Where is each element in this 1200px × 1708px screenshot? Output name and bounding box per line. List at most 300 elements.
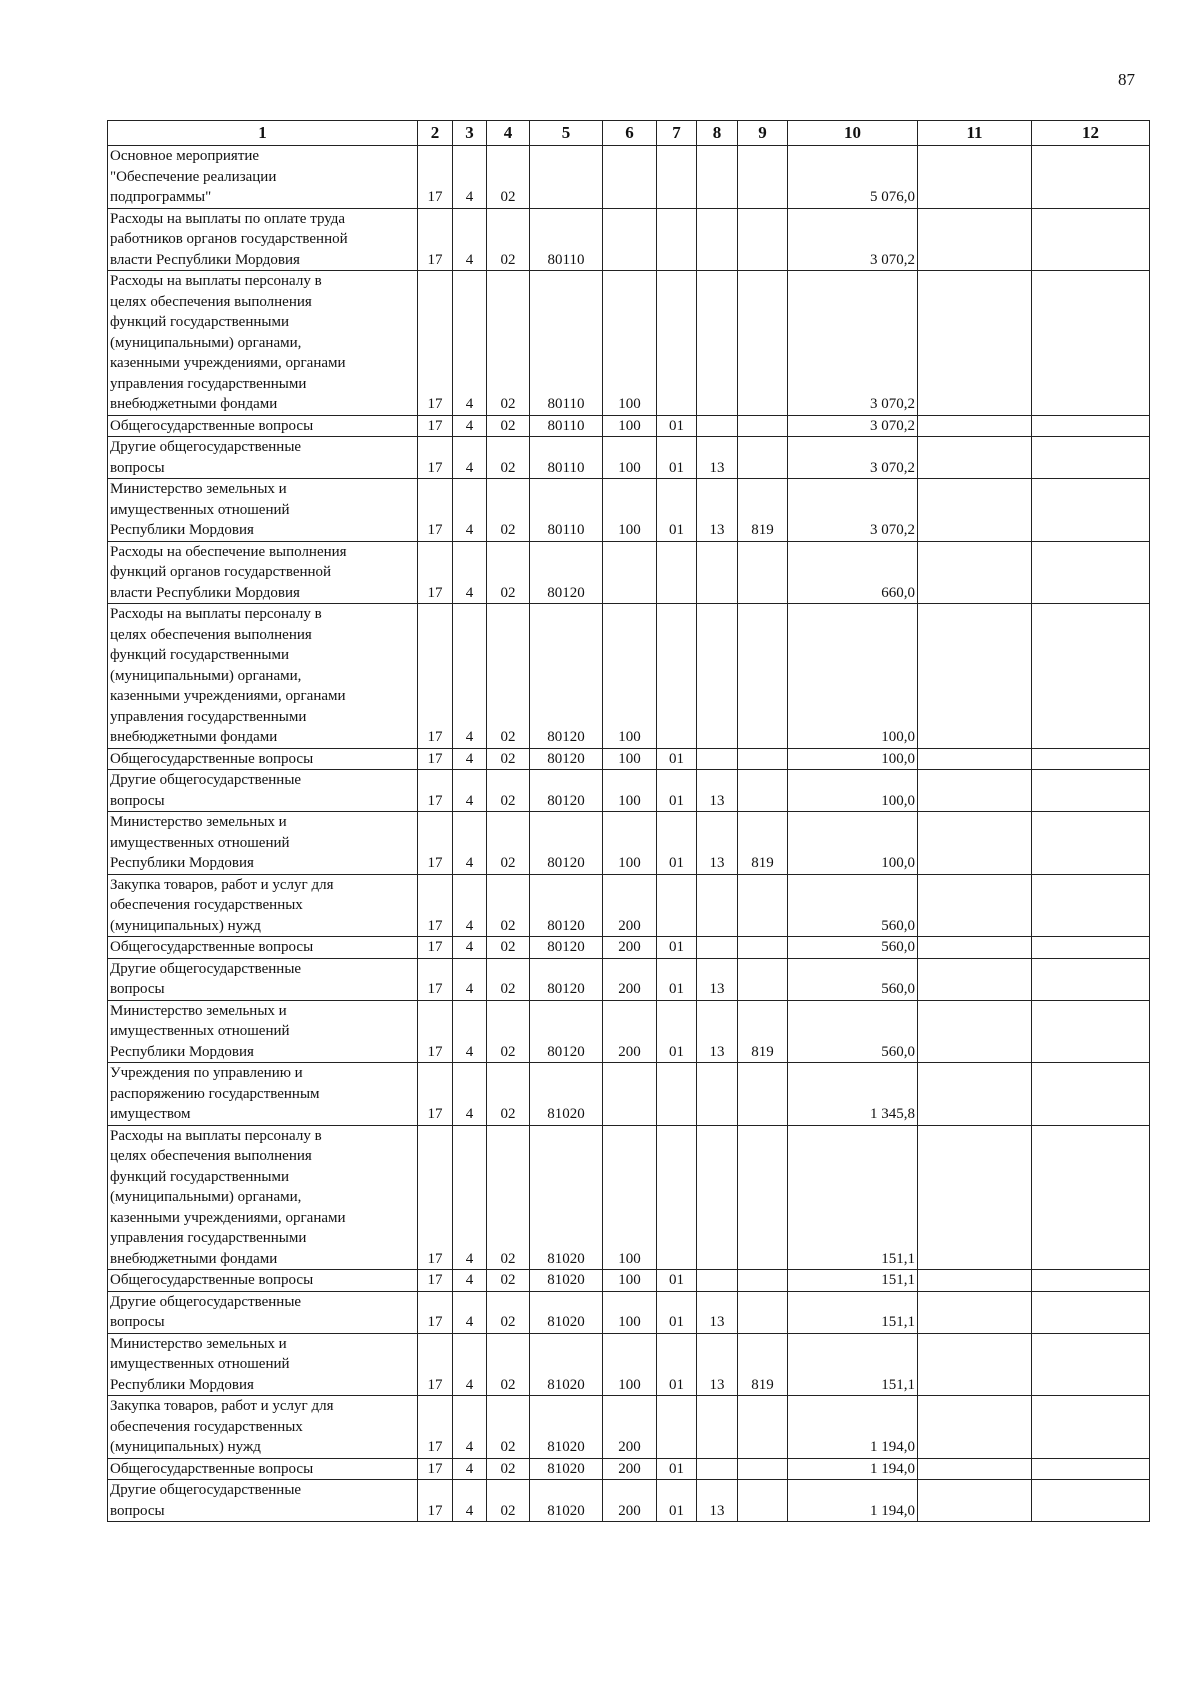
code-cell [657, 1063, 697, 1126]
empty-cell [918, 437, 1032, 479]
code-cell: 17 [418, 1458, 453, 1480]
empty-cell [1032, 271, 1150, 416]
table-row [108, 770, 1150, 812]
code-cell [697, 415, 738, 437]
row-name-cell: Расходы на выплаты персоналу в целях обеспечения выполнения функций государственными (муниципальными) органами, казенными учреждениями, органами управления государственными внебюджетными фондами [108, 271, 418, 416]
column-header: 2 [418, 121, 453, 146]
table-row [108, 1270, 1150, 1292]
code-cell: 02 [487, 1291, 530, 1333]
empty-cell [918, 1458, 1032, 1480]
column-header: 7 [657, 121, 697, 146]
table-row [108, 1063, 1150, 1126]
code-cell [603, 1063, 657, 1126]
code-cell: 13 [697, 812, 738, 875]
code-cell: 80110 [530, 271, 603, 416]
empty-cell [1032, 1291, 1150, 1333]
code-cell [657, 604, 697, 749]
code-cell: 80120 [530, 748, 603, 770]
table-row [108, 1480, 1150, 1522]
code-cell: 81020 [530, 1480, 603, 1522]
empty-cell [918, 479, 1032, 542]
code-cell: 4 [453, 208, 487, 271]
code-cell: 17 [418, 1333, 453, 1396]
amount-cell: 151,1 [788, 1125, 918, 1270]
row-name-cell: Другие общегосударственные вопросы [108, 770, 418, 812]
amount-cell: 100,0 [788, 604, 918, 749]
empty-cell [1032, 812, 1150, 875]
row-name-cell: Учреждения по управлению и распоряжению государственным имуществом [108, 1063, 418, 1126]
amount-cell: 151,1 [788, 1270, 918, 1292]
empty-cell [918, 604, 1032, 749]
code-cell [738, 1291, 788, 1333]
code-cell: 13 [697, 479, 738, 542]
code-cell: 02 [487, 1480, 530, 1522]
code-cell [738, 437, 788, 479]
code-cell: 17 [418, 958, 453, 1000]
code-cell: 81020 [530, 1063, 603, 1126]
empty-cell [918, 1125, 1032, 1270]
code-cell [697, 208, 738, 271]
empty-cell [1032, 1458, 1150, 1480]
code-cell [657, 208, 697, 271]
code-cell: 02 [487, 770, 530, 812]
code-cell: 17 [418, 1063, 453, 1126]
code-cell: 13 [697, 958, 738, 1000]
code-cell: 100 [603, 748, 657, 770]
code-cell: 819 [738, 1333, 788, 1396]
code-cell [697, 748, 738, 770]
code-cell: 17 [418, 874, 453, 937]
column-header: 10 [788, 121, 918, 146]
code-cell: 80110 [530, 415, 603, 437]
code-cell [697, 541, 738, 604]
table-row [108, 415, 1150, 437]
table-row [108, 1000, 1150, 1063]
empty-cell [918, 1291, 1032, 1333]
empty-cell [1032, 1480, 1150, 1522]
code-cell: 80120 [530, 604, 603, 749]
code-cell [697, 937, 738, 959]
code-cell [697, 1125, 738, 1270]
code-cell: 100 [603, 770, 657, 812]
column-header: 8 [697, 121, 738, 146]
amount-cell: 3 070,2 [788, 437, 918, 479]
code-cell: 02 [487, 1063, 530, 1126]
code-cell: 17 [418, 1270, 453, 1292]
amount-cell: 3 070,2 [788, 208, 918, 271]
code-cell: 02 [487, 271, 530, 416]
code-cell: 200 [603, 1458, 657, 1480]
code-cell [697, 1063, 738, 1126]
code-cell [657, 1396, 697, 1459]
code-cell: 80110 [530, 208, 603, 271]
code-cell: 4 [453, 1480, 487, 1522]
header-row [108, 121, 1150, 146]
code-cell [738, 1270, 788, 1292]
code-cell [738, 271, 788, 416]
row-name-cell: Общегосударственные вопросы [108, 415, 418, 437]
table-row [108, 479, 1150, 542]
code-cell: 01 [657, 479, 697, 542]
code-cell: 17 [418, 1291, 453, 1333]
code-cell [738, 208, 788, 271]
empty-cell [1032, 1125, 1150, 1270]
budget-table [107, 120, 1150, 1522]
code-cell: 81020 [530, 1270, 603, 1292]
table-row [108, 437, 1150, 479]
code-cell: 02 [487, 479, 530, 542]
amount-cell: 560,0 [788, 1000, 918, 1063]
empty-cell [918, 770, 1032, 812]
code-cell: 100 [603, 812, 657, 875]
row-name-cell: Другие общегосударственные вопросы [108, 1291, 418, 1333]
code-cell: 100 [603, 1270, 657, 1292]
empty-cell [918, 271, 1032, 416]
code-cell: 4 [453, 1000, 487, 1063]
empty-cell [1032, 1333, 1150, 1396]
table-row [108, 604, 1150, 749]
code-cell: 02 [487, 748, 530, 770]
code-cell: 17 [418, 415, 453, 437]
code-cell: 02 [487, 812, 530, 875]
empty-cell [918, 937, 1032, 959]
amount-cell: 560,0 [788, 958, 918, 1000]
row-name-cell: Основное мероприятие "Обеспечение реализации подпрограммы" [108, 146, 418, 209]
code-cell: 13 [697, 1000, 738, 1063]
code-cell: 17 [418, 812, 453, 875]
empty-cell [1032, 770, 1150, 812]
code-cell: 80120 [530, 958, 603, 1000]
code-cell [603, 208, 657, 271]
table-row [108, 1458, 1150, 1480]
column-header: 4 [487, 121, 530, 146]
code-cell: 02 [487, 1333, 530, 1396]
code-cell [657, 146, 697, 209]
amount-cell: 3 070,2 [788, 271, 918, 416]
empty-cell [918, 541, 1032, 604]
code-cell [738, 415, 788, 437]
code-cell [697, 1270, 738, 1292]
empty-cell [1032, 1000, 1150, 1063]
table-row [108, 271, 1150, 416]
code-cell: 200 [603, 1480, 657, 1522]
column-header: 11 [918, 121, 1032, 146]
code-cell: 4 [453, 541, 487, 604]
code-cell: 01 [657, 748, 697, 770]
code-cell [697, 146, 738, 209]
code-cell [697, 271, 738, 416]
table-row [108, 1333, 1150, 1396]
code-cell [738, 937, 788, 959]
empty-cell [918, 208, 1032, 271]
amount-cell: 1 194,0 [788, 1480, 918, 1522]
code-cell: 200 [603, 1000, 657, 1063]
code-cell: 4 [453, 1270, 487, 1292]
empty-cell [1032, 437, 1150, 479]
code-cell: 02 [487, 1125, 530, 1270]
code-cell: 4 [453, 770, 487, 812]
code-cell: 4 [453, 1291, 487, 1333]
code-cell [697, 1396, 738, 1459]
code-cell: 100 [603, 479, 657, 542]
code-cell: 01 [657, 1000, 697, 1063]
code-cell: 200 [603, 958, 657, 1000]
amount-cell: 5 076,0 [788, 146, 918, 209]
code-cell [738, 770, 788, 812]
table-row [108, 748, 1150, 770]
row-name-cell: Министерство земельных и имущественных отношений Республики Мордовия [108, 812, 418, 875]
code-cell: 02 [487, 1000, 530, 1063]
code-cell: 4 [453, 271, 487, 416]
code-cell: 02 [487, 208, 530, 271]
code-cell: 80120 [530, 812, 603, 875]
table-row [108, 541, 1150, 604]
amount-cell: 3 070,2 [788, 415, 918, 437]
column-header: 1 [108, 121, 418, 146]
code-cell: 02 [487, 604, 530, 749]
code-cell: 01 [657, 770, 697, 812]
code-cell: 100 [603, 1291, 657, 1333]
code-cell: 81020 [530, 1458, 603, 1480]
empty-cell [1032, 958, 1150, 1000]
empty-cell [1032, 541, 1150, 604]
code-cell: 4 [453, 812, 487, 875]
code-cell [657, 271, 697, 416]
code-cell: 4 [453, 479, 487, 542]
empty-cell [1032, 1396, 1150, 1459]
empty-cell [1032, 874, 1150, 937]
empty-cell [918, 1063, 1032, 1126]
code-cell: 01 [657, 415, 697, 437]
empty-cell [918, 415, 1032, 437]
table-row [108, 1125, 1150, 1270]
code-cell [657, 874, 697, 937]
code-cell [738, 1458, 788, 1480]
page-number: 87 [1118, 70, 1135, 89]
empty-cell [918, 1396, 1032, 1459]
empty-cell [1032, 415, 1150, 437]
code-cell: 81020 [530, 1125, 603, 1270]
column-header: 12 [1032, 121, 1150, 146]
code-cell [738, 604, 788, 749]
code-cell: 100 [603, 1125, 657, 1270]
row-name-cell: Общегосударственные вопросы [108, 1270, 418, 1292]
amount-cell: 1 345,8 [788, 1063, 918, 1126]
amount-cell: 151,1 [788, 1291, 918, 1333]
row-name-cell: Расходы на выплаты персоналу в целях обеспечения выполнения функций государственными (муниципальными) органами, казенными учреждениями, органами управления государственными внебюджетными фондами [108, 1125, 418, 1270]
code-cell: 02 [487, 958, 530, 1000]
row-name-cell: Другие общегосударственные вопросы [108, 437, 418, 479]
code-cell: 13 [697, 1291, 738, 1333]
code-cell [738, 1125, 788, 1270]
code-cell [738, 541, 788, 604]
amount-cell: 100,0 [788, 812, 918, 875]
code-cell: 02 [487, 437, 530, 479]
table-row [108, 1291, 1150, 1333]
amount-cell: 1 194,0 [788, 1458, 918, 1480]
code-cell: 17 [418, 1396, 453, 1459]
code-cell: 4 [453, 146, 487, 209]
code-cell [738, 958, 788, 1000]
code-cell: 80110 [530, 479, 603, 542]
table-body [108, 146, 1150, 1522]
code-cell: 4 [453, 437, 487, 479]
table-row [108, 812, 1150, 875]
code-cell [697, 1458, 738, 1480]
code-cell: 80120 [530, 541, 603, 604]
code-cell: 4 [453, 937, 487, 959]
code-cell [738, 1396, 788, 1459]
code-cell: 01 [657, 958, 697, 1000]
empty-cell [1032, 937, 1150, 959]
code-cell [738, 1480, 788, 1522]
code-cell: 13 [697, 770, 738, 812]
code-cell [738, 874, 788, 937]
code-cell [657, 541, 697, 604]
column-header: 5 [530, 121, 603, 146]
code-cell: 17 [418, 604, 453, 749]
row-name-cell: Другие общегосударственные вопросы [108, 958, 418, 1000]
code-cell: 100 [603, 1333, 657, 1396]
code-cell: 81020 [530, 1291, 603, 1333]
code-cell: 01 [657, 812, 697, 875]
code-cell: 81020 [530, 1333, 603, 1396]
code-cell: 02 [487, 937, 530, 959]
column-header: 3 [453, 121, 487, 146]
code-cell: 17 [418, 1000, 453, 1063]
code-cell: 4 [453, 748, 487, 770]
empty-cell [1032, 1270, 1150, 1292]
table-row [108, 958, 1150, 1000]
code-cell: 02 [487, 146, 530, 209]
empty-cell [918, 958, 1032, 1000]
code-cell: 17 [418, 541, 453, 604]
empty-cell [1032, 479, 1150, 542]
code-cell [657, 1125, 697, 1270]
code-cell: 4 [453, 1458, 487, 1480]
code-cell: 01 [657, 1458, 697, 1480]
code-cell: 200 [603, 1396, 657, 1459]
empty-cell [918, 1480, 1032, 1522]
code-cell: 200 [603, 874, 657, 937]
code-cell: 4 [453, 1333, 487, 1396]
code-cell: 17 [418, 437, 453, 479]
code-cell: 17 [418, 479, 453, 542]
empty-cell [1032, 1063, 1150, 1126]
code-cell: 13 [697, 1333, 738, 1396]
code-cell: 4 [453, 604, 487, 749]
code-cell: 02 [487, 1270, 530, 1292]
code-cell [603, 146, 657, 209]
code-cell: 17 [418, 1480, 453, 1522]
code-cell: 81020 [530, 1396, 603, 1459]
table-row [108, 208, 1150, 271]
code-cell [530, 146, 603, 209]
empty-cell [1032, 146, 1150, 209]
code-cell: 200 [603, 937, 657, 959]
code-cell [697, 604, 738, 749]
row-name-cell: Закупка товаров, работ и услуг для обеспечения государственных (муниципальных) нужд [108, 1396, 418, 1459]
amount-cell: 560,0 [788, 937, 918, 959]
code-cell [738, 146, 788, 209]
row-name-cell: Общегосударственные вопросы [108, 748, 418, 770]
code-cell: 02 [487, 874, 530, 937]
code-cell: 17 [418, 770, 453, 812]
amount-cell: 100,0 [788, 748, 918, 770]
code-cell: 4 [453, 415, 487, 437]
row-name-cell: Министерство земельных и имущественных отношений Республики Мордовия [108, 479, 418, 542]
code-cell: 819 [738, 1000, 788, 1063]
code-cell: 01 [657, 1333, 697, 1396]
code-cell [738, 748, 788, 770]
code-cell: 01 [657, 1480, 697, 1522]
row-name-cell: Общегосударственные вопросы [108, 1458, 418, 1480]
code-cell: 80110 [530, 437, 603, 479]
empty-cell [918, 1333, 1032, 1396]
empty-cell [918, 874, 1032, 937]
row-name-cell: Министерство земельных и имущественных отношений Республики Мордовия [108, 1333, 418, 1396]
table-row [108, 874, 1150, 937]
code-cell: 4 [453, 874, 487, 937]
code-cell: 17 [418, 146, 453, 209]
code-cell: 4 [453, 958, 487, 1000]
code-cell: 01 [657, 937, 697, 959]
code-cell: 4 [453, 1063, 487, 1126]
column-header: 9 [738, 121, 788, 146]
empty-cell [1032, 748, 1150, 770]
row-name-cell: Закупка товаров, работ и услуг для обеспечения государственных (муниципальных) нужд [108, 874, 418, 937]
code-cell: 17 [418, 271, 453, 416]
code-cell: 80120 [530, 770, 603, 812]
amount-cell: 560,0 [788, 874, 918, 937]
code-cell: 4 [453, 1396, 487, 1459]
code-cell: 4 [453, 1125, 487, 1270]
amount-cell: 100,0 [788, 770, 918, 812]
empty-cell [918, 812, 1032, 875]
table-row [108, 937, 1150, 959]
code-cell: 100 [603, 604, 657, 749]
code-cell: 13 [697, 1480, 738, 1522]
code-cell: 01 [657, 437, 697, 479]
code-cell: 819 [738, 812, 788, 875]
code-cell: 02 [487, 1396, 530, 1459]
row-name-cell: Расходы на выплаты персоналу в целях обеспечения выполнения функций государственными (муниципальными) органами, казенными учреждениями, органами управления государственными внебюджетными фондами [108, 604, 418, 749]
row-name-cell: Расходы на выплаты по оплате труда работников органов государственной власти Республики Мордовия [108, 208, 418, 271]
code-cell: 17 [418, 1125, 453, 1270]
empty-cell [918, 748, 1032, 770]
column-header: 6 [603, 121, 657, 146]
code-cell: 100 [603, 271, 657, 416]
code-cell [738, 1063, 788, 1126]
table-row [108, 1396, 1150, 1459]
code-cell: 100 [603, 437, 657, 479]
amount-cell: 151,1 [788, 1333, 918, 1396]
code-cell: 80120 [530, 874, 603, 937]
code-cell: 819 [738, 479, 788, 542]
code-cell: 17 [418, 748, 453, 770]
amount-cell: 3 070,2 [788, 479, 918, 542]
empty-cell [1032, 604, 1150, 749]
row-name-cell: Другие общегосударственные вопросы [108, 1480, 418, 1522]
code-cell: 13 [697, 437, 738, 479]
code-cell: 80120 [530, 1000, 603, 1063]
code-cell: 17 [418, 208, 453, 271]
code-cell: 80120 [530, 937, 603, 959]
code-cell [697, 874, 738, 937]
code-cell: 17 [418, 937, 453, 959]
code-cell: 01 [657, 1291, 697, 1333]
table-row [108, 146, 1150, 209]
